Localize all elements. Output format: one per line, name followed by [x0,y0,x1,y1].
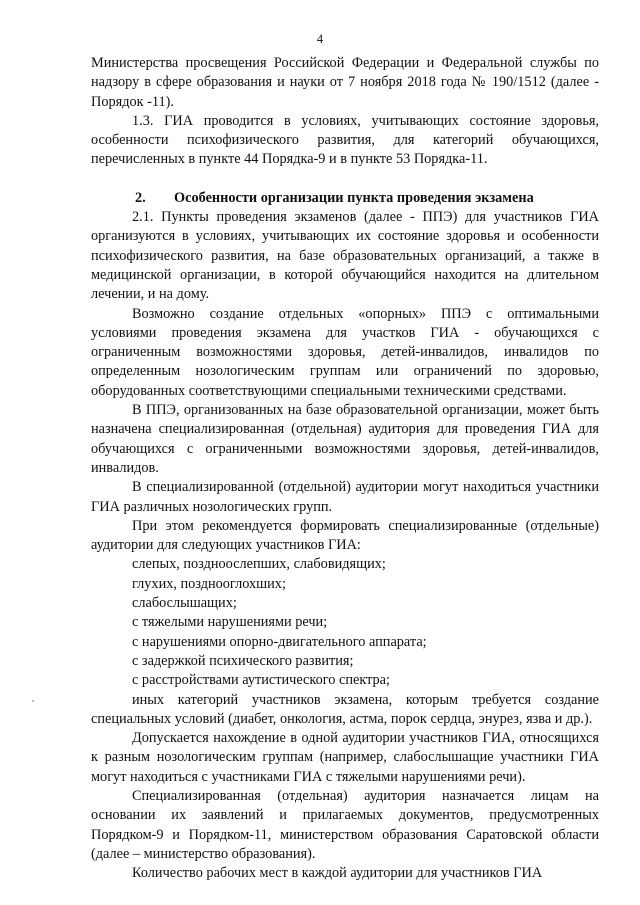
page-number: 4 [316,32,324,46]
paragraph-1-3: 1.3. ГИА проводится в условиях, учитывающих состояние здоровья, особенности психофизического развития, для категорий обучающихся, перечисленных в пункте 44 Порядка-9 и в пункте 53 Порядка-11. [91,112,599,168]
document-body [91,54,599,883]
paragraph-allowed: Допускается нахождение в одной аудитории участников ГИА, относящихся к разным нозологическим группам (например, слабослышащие участники ГИА могут находиться с участниками ГИА с тяжелыми нарушениями речи). [91,730,599,785]
paragraph-groups: В специализированной (отдельной) аудитории могут находиться участники ГИА различных нозологических групп. [91,479,599,515]
list-item: с задержкой психического развития; [132,652,354,669]
section-title: Особенности организации пункта проведения экзамена [174,189,534,206]
section-number: 2. [135,189,146,206]
paragraph-workplace-count: Количество рабочих мест в каждой аудитории для участников ГИА [132,865,543,882]
paragraph-2-1: 2.1. Пункты проведения экзаменов (далее - ППЭ) для участников ГИА организуются в условиях, учитывающих их состояние здоровья и особенности психофизического развития, на базе образовательных организаций, а также в медицинской организации, в которой обучающийся находится на длительном лечении, и на дому. [91,209,599,303]
list-item: с тяжелыми нарушениями речи; [132,614,328,631]
list-item: слабослышащих; [132,595,237,612]
paragraph-intro-continuation: Министерства просвещения Российской Федерации и Федеральной службы по надзору в сфере образования и науки от 7 ноября 2018 года № 190/1512 (далее - Порядок -11). [91,55,599,110]
paragraph-support-ppe: Возможно создание отдельных «опорных» ППЭ с оптимальными условиями проведения экзамена для участков ГИА - обучающихся с ограниченным возможностями здоровья, детей-инвалидов, инвалидов по определенным нозологическим группам или ограничений по здоровью, оборудованных соответствующими специальными техническими средствами. [91,305,599,399]
margin-mark [32,700,34,702]
paragraph-special-room: В ППЭ, организованных на базе образовательной организации, может быть назначена специализированная (отдельная) аудитория для проведения ГИА для обучающихся с ограниченными возможностями здоровья, детей-инвалидов, инвалидов. [91,402,599,476]
list-item: с расстройствами аутистического спектра; [132,672,390,689]
paragraph-other-categories: иных категорий участников экзамена, которым требуется создание специальных условий (диабет, онкология, астма, порок сердца, энурез, язва и др.). [91,691,599,727]
list-item: с нарушениями опорно-двигательного аппарата; [132,633,427,650]
list-item: глухих, позднооглохших; [132,575,286,592]
paragraph-assigned: Специализированная (отдельная) аудитория назначается лицам на основании их заявлений и прилагаемых документов, предусмотренных Порядком-9 и Порядком-11, министерством образования Саратовской области (далее – министерство образования). [91,787,599,862]
list-item: слепых, поздноослепших, слабовидящих; [132,556,386,573]
paragraph-recommend: При этом рекомендуется формировать специализированные (отдельные) аудитории для следующих участников ГИА: [91,517,599,554]
section-heading [91,189,599,208]
